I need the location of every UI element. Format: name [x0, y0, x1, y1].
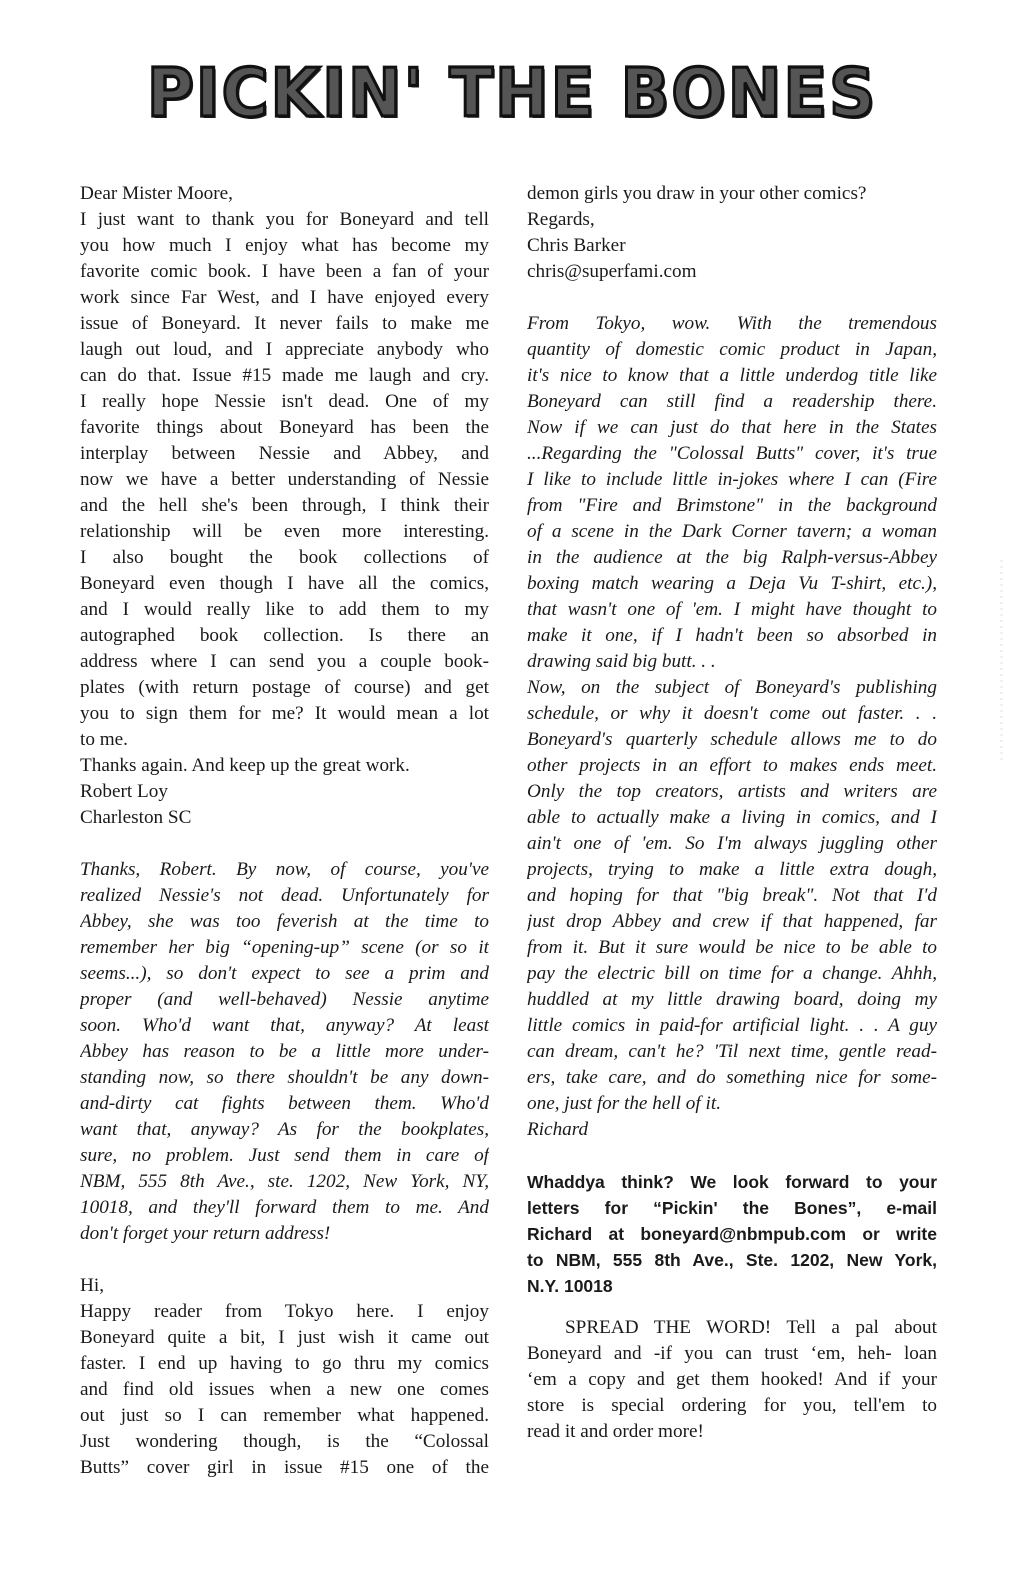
signature-email[interactable]: chris@superfami.com — [527, 261, 697, 282]
text-line: SPREAD THE WORD! Tell a pal about — [565, 1317, 937, 1338]
letter-chris-barker-continued — [527, 181, 937, 285]
text-line: Whaddya think? We look forward to your — [527, 1172, 937, 1192]
spacer — [527, 1299, 937, 1315]
letter-robert-loy — [80, 181, 489, 831]
text-line: can dream, can't he? 'Til next time, gentle read- — [527, 1041, 937, 1062]
text-line: and-dirty cat fights between them. Who'd — [80, 1093, 489, 1114]
text-line: Richard at boneyard@nbmpub.com or write — [527, 1224, 937, 1244]
text-line: ‘em a copy and get them hooked! And if your — [527, 1369, 937, 1390]
letter-salutation: Hi, — [80, 1275, 104, 1296]
text-line: I just want to thank you for Boneyard and tell — [80, 209, 489, 230]
text-line: of a scene in the Dark Corner tavern; a woman — [527, 521, 937, 542]
text-line: quantity of domestic comic product in Japan, — [527, 339, 937, 360]
text-line: Thanks, Robert. By now, of course, you've — [80, 859, 489, 880]
text-line: I really hope Nessie isn't dead. One of my — [80, 391, 489, 412]
scan-artifact — [1000, 560, 1003, 760]
text-line: that wasn't one of 'em. I might have thought to — [527, 599, 937, 620]
text-line: Boneyard's quarterly schedule allows me to do — [527, 729, 937, 750]
text-line: out just so I can remember what happened. — [80, 1405, 489, 1426]
text-line: letters for “Pickin' the Bones”, e-mail — [527, 1198, 937, 1218]
text-line: huddled at my little drawing board, doing my — [527, 989, 937, 1010]
text-line: boxing match wearing a Deja Vu T-shirt, etc.), — [527, 573, 937, 594]
text-line: Boneyard can still find a readership there. — [527, 391, 937, 412]
text-line: Boneyard quite a bit, I just wish it came out — [80, 1327, 489, 1348]
text-line: drawing said big butt. . . — [527, 651, 716, 672]
text-line: laugh out loud, and I appreciate anybody who — [80, 339, 489, 360]
editor-reply-robert — [80, 857, 489, 1247]
text-line: plates (with return postage of course) and get — [80, 677, 489, 698]
text-line: interplay between Nessie and Abbey, and — [80, 443, 489, 464]
text-line: and hoping for that "big break". Not that I'd — [527, 885, 937, 906]
text-line: can do that. Issue #15 made me laugh and cry. — [80, 365, 489, 386]
text-line: Now, on the subject of Boneyard's publishing — [527, 677, 937, 698]
text-line: Now if we can just do that here in the States — [527, 417, 937, 438]
letter-salutation: Dear Mister Moore, — [80, 183, 233, 204]
left-column — [80, 181, 489, 1481]
text-line: and find old issues when a new one comes — [80, 1379, 489, 1400]
signature-location: Charleston SC — [80, 807, 192, 828]
right-column — [527, 181, 937, 1445]
text-line: projects, trying to make a little extra dough, — [527, 859, 937, 880]
text-line: I also bought the book collections of — [80, 547, 489, 568]
text-line: faster. I end up having to go thru my comics — [80, 1353, 489, 1374]
text-line: autographed book collection. Is there an — [80, 625, 489, 646]
text-line: relationship will be even more interesting. — [80, 521, 489, 542]
text-line: and the hell she's been through, I think their — [80, 495, 489, 516]
text-line: favorite things about Boneyard has been the — [80, 417, 489, 438]
text-line: able to actually make a living in comics, and I — [527, 807, 937, 828]
page-title: PICKIN' THE BONES — [146, 55, 878, 133]
text-line: want that, anyway? As for the bookplates, — [80, 1119, 489, 1140]
text-line: Butts” cover girl in issue #15 one of the — [80, 1457, 489, 1478]
signature-name: Chris Barker — [527, 235, 626, 256]
text-line: other projects in an effort to makes ends meet. — [527, 755, 937, 776]
text-line: read it and order more! — [527, 1421, 704, 1442]
text-line: from "Fire and Brimstone" in the background — [527, 495, 937, 516]
text-line: Only the top creators, artists and writers are — [527, 781, 937, 802]
text-line: from it. But it sure would be nice to be able to — [527, 937, 937, 958]
text-line: Boneyard even though I have all the comics, — [80, 573, 489, 594]
text-line: 10018, and they'll forward them to me. And — [80, 1197, 489, 1218]
text-line: ain't one of 'em. So I'm always juggling other — [527, 833, 937, 854]
letter-body — [80, 1299, 489, 1481]
text-line: Happy reader from Tokyo here. I enjoy — [80, 1301, 489, 1322]
spread-the-word — [527, 1315, 937, 1445]
text-line: one, just for the hell of it. — [527, 1093, 721, 1114]
text-line: standing now, so there shouldn't be any down- — [80, 1067, 489, 1088]
text-line: and I would really like to add them to my — [80, 599, 489, 620]
text-line: Just wondering though, is the “Colossal — [80, 1431, 489, 1452]
spacer — [527, 285, 937, 311]
spacer — [80, 831, 489, 857]
text-line: store is special ordering for you, tell'em to — [527, 1395, 937, 1416]
text-line: realized Nessie's not dead. Unfortunately for — [80, 885, 489, 906]
text-line: make it one, if I hadn't been so absorbed in — [527, 625, 937, 646]
text-line: don't forget your return address! — [80, 1223, 331, 1244]
editor-reply-chris — [527, 311, 937, 1117]
text-line: ...Regarding the "Colossal Butts" cover, it's true — [527, 443, 937, 464]
text-line: Abbey has reason to be a little more under- — [80, 1041, 489, 1062]
letters-callout — [527, 1169, 937, 1299]
signature-name: Robert Loy — [80, 781, 168, 802]
text-line: sure, no problem. Just send them in care of — [80, 1145, 489, 1166]
text-line: Thanks again. And keep up the great work. — [80, 755, 410, 776]
text-line: little comics in paid-for artificial light. . . A guy — [527, 1015, 937, 1036]
text-line: ers, take care, and do something nice for some- — [527, 1067, 937, 1088]
text-line: favorite comic book. I have been a fan of your — [80, 261, 489, 282]
text-line: NBM, 555 8th Ave., ste. 1202, New York, NY, — [80, 1171, 489, 1192]
text-line: Abbey, she was too feverish at the time to — [80, 911, 489, 932]
text-line: you how much I enjoy what has become my — [80, 235, 489, 256]
letter-closing: Regards, — [527, 209, 595, 230]
text-line: seems...), so don't expect to see a prim and — [80, 963, 489, 984]
text-line: work since Far West, and I have enjoyed every — [80, 287, 489, 308]
text-line: I like to include little in-jokes where I can (Fire — [527, 469, 937, 490]
text-line: pay the electric bill on time for a change. Ahhh, — [527, 963, 937, 984]
letter-body — [80, 207, 489, 779]
text-line: in the audience at the big Ralph-versus-Abbey — [527, 547, 937, 568]
text-line: you to sign them for me? It would mean a lot — [80, 703, 489, 724]
text-line: From Tokyo, wow. With the tremendous — [527, 313, 937, 334]
text-line: remember her big “opening-up” scene (or so it — [80, 937, 489, 958]
letter-body-continued — [527, 181, 937, 207]
text-line: schedule, or why it doesn't come out faster. . . — [527, 703, 937, 724]
text-line: soon. Who'd want that, anyway? At least — [80, 1015, 489, 1036]
editor-signature: Richard — [527, 1119, 589, 1140]
text-line: N.Y. 10018 — [527, 1276, 613, 1296]
text-line: demon girls you draw in your other comics? — [527, 183, 867, 204]
text-line: address where I can send you a couple book- — [80, 651, 489, 672]
text-line: issue of Boneyard. It never fails to make me — [80, 313, 489, 334]
text-line: to me. — [80, 729, 128, 750]
text-line: now we have a better understanding of Nessie — [80, 469, 489, 490]
text-line: proper (and well-behaved) Nessie anytime — [80, 989, 489, 1010]
spacer — [80, 1247, 489, 1273]
text-line: Boneyard and -if you can trust ‘em, heh- loan — [527, 1343, 937, 1364]
letter-chris-barker — [80, 1273, 489, 1481]
text-line: it's nice to know that a little underdog title like — [527, 365, 937, 386]
text-line: to NBM, 555 8th Ave., Ste. 1202, New York, — [527, 1250, 937, 1270]
spacer — [527, 1143, 937, 1169]
text-line: just drop Abbey and crew if that happened, far — [527, 911, 937, 932]
